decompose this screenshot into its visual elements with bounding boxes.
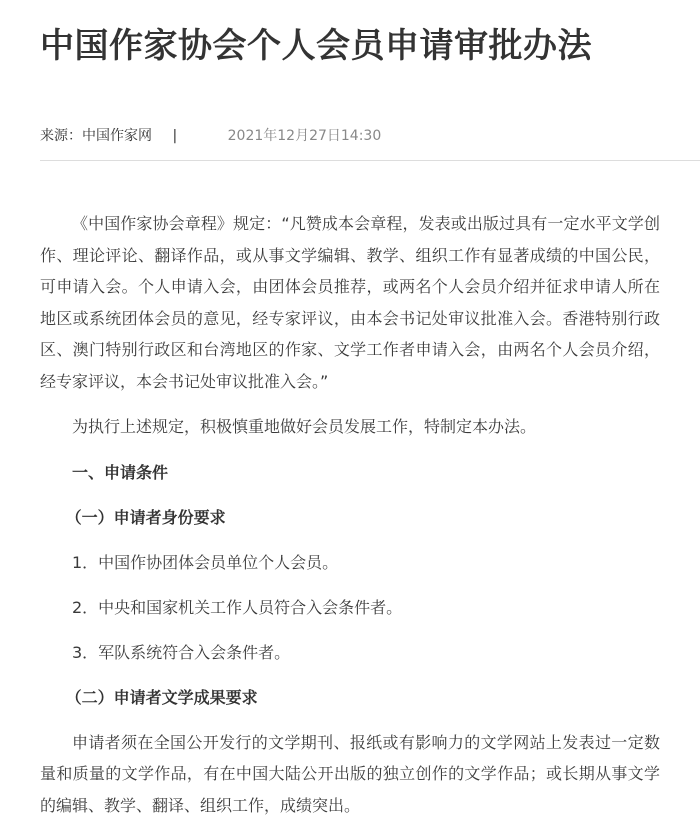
source-name[interactable]: 中国作家网 bbox=[82, 128, 152, 144]
list-item: 3．军队系统符合入会条件者。 bbox=[72, 642, 291, 662]
list-item: 1．中国作协团体会员单位个人会员。 bbox=[72, 552, 339, 572]
subsection-heading-identity: （一）申请者身份要求 bbox=[65, 507, 226, 527]
article-title: 中国作家协会个人会员申请审批办法 bbox=[40, 26, 592, 66]
intro-paragraph: 《中国作家协会章程》规定：“凡赞成本会章程，发表或出版过具有一定水平文学创作、理论评论、翻译作品，或从事文学编辑、教学、组织工作有显著成绩的中国公民，可申请入会。个人申请入会，由团体会员推荐，或两名个人会员介绍并征求申请人所在地区或系统团体会员的意见，经专家评议，由本会书记处审议批准入会。香港特别行政区、澳门特别行政区和台湾地区的作家、文学工作者申请入会，由两名个人会员介绍，经专家评议，本会书记处审议批准入会。” bbox=[40, 214, 660, 391]
list-item: 2．中央和国家机关工作人员符合入会条件者。 bbox=[72, 597, 403, 617]
publish-datetime: 2021年12月27日14:30 bbox=[227, 128, 382, 144]
subsection-heading-literary-achievements: （二）申请者文学成果要求 bbox=[65, 687, 258, 707]
meta-separator: | bbox=[172, 128, 178, 144]
header-divider bbox=[40, 160, 700, 161]
article-meta bbox=[40, 124, 381, 148]
source-label: 来源： bbox=[40, 128, 82, 144]
purpose-paragraph: 为执行上述规定，积极慎重地做好会员发展工作，特制定本办法。 bbox=[72, 417, 537, 436]
section-heading-application-conditions: 一、申请条件 bbox=[72, 462, 169, 482]
achievements-paragraph: 申请者须在全国公开发行的文学期刊、报纸或有影响力的文学网站上发表过一定数量和质量的文学作品，有在中国大陆公开出版的独立创作的文学作品；或长期从事文学的编辑、教学、翻译、组织工作，成绩突出。 bbox=[40, 732, 660, 815]
article-body bbox=[40, 208, 660, 821]
